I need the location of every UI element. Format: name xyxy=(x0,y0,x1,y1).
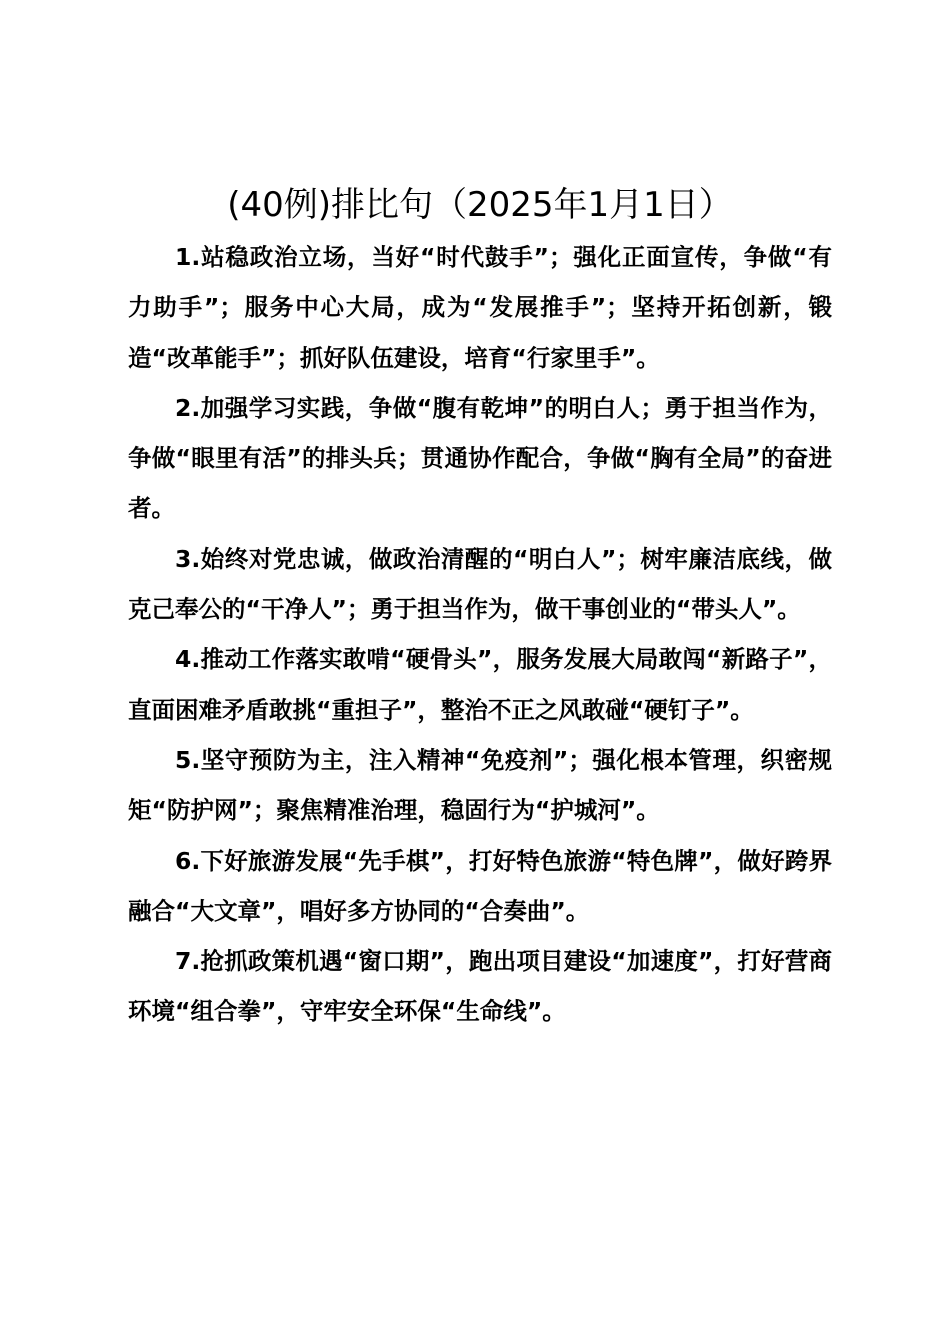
paragraph-1: 1.站稳政治立场，当好“时代鼓手”；强化正面宣传，争做“有力助手”；服务中心大局，成为“发展推手”；坚持开拓创新，锻造“改革能手”；抓好队伍建设，培育“行家里手”。 xyxy=(128,243,832,372)
paragraph-3: 3.始终对党忠诚，做政治清醒的“明白人”；树牢廉洁底线，做克己奉公的“干净人”；勇于担当作为，做干事创业的“带头人”。 xyxy=(128,544,832,624)
paragraph-7: 7.抢抓政策机遇“窗口期”，跑出项目建设“加速度”，打好营商环境“组合拳”，守牢安全环保“生命线”。 xyxy=(128,947,832,1026)
paragraph-2: 2.加强学习实践，争做“腹有乾坤”的明白人；勇于担当作为，争做“眼里有活”的排头兵；贯通协作配合，争做“胸有全局”的奋进者。 xyxy=(128,393,832,523)
paragraph-4: 4.推动工作落实敢啃“硬骨头”，服务发展大局敢闯“新路子”，直面困难矛盾敢挑“重担子”，整治不正之风敢碰“硬钉子”。 xyxy=(128,645,832,724)
paragraph-6: 6.下好旅游发展“先手棋”，打好特色旅游“特色牌”，做好跨界融合“大文章”，唱好多方协同的“合奏曲”。 xyxy=(128,846,832,925)
paragraph-5: 5.坚守预防为主，注入精神“免疫剂”；强化根本管理，织密规矩“防护网”；聚焦精准治理，稳固行为“护城河”。 xyxy=(128,745,832,825)
document-body xyxy=(128,232,832,1037)
document-title: (40例)排比句（2025年1月1日） xyxy=(227,185,733,225)
